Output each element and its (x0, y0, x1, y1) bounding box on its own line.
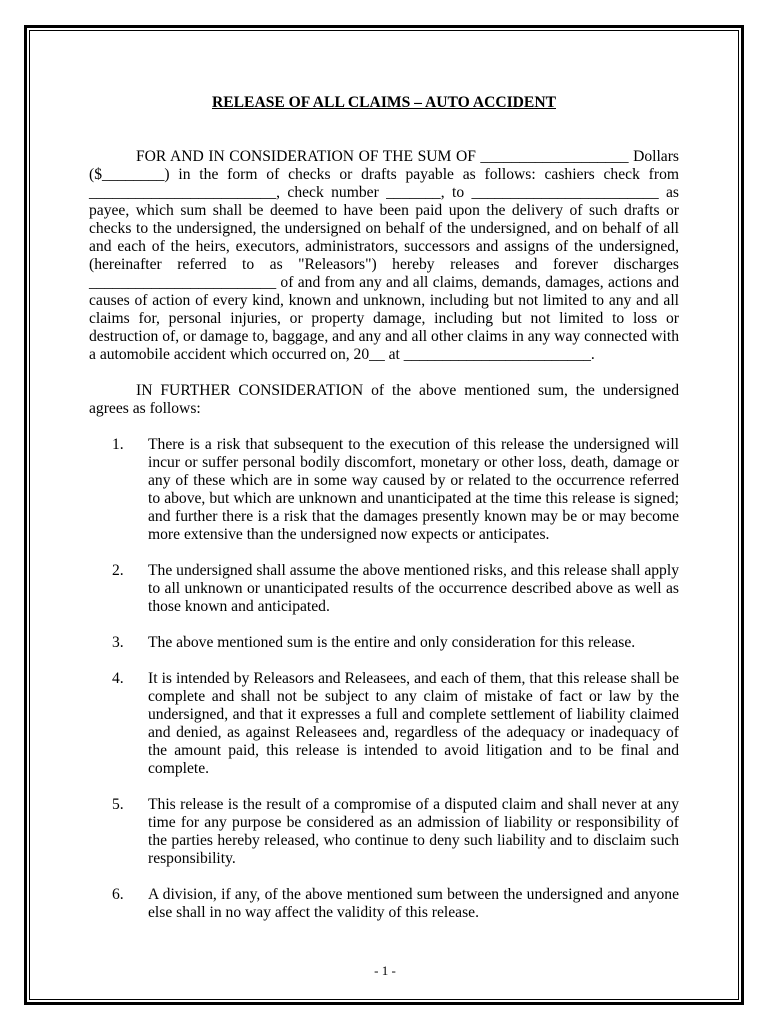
page-number: - 1 - (374, 963, 396, 978)
list-item (89, 886, 679, 922)
list-item-number: 3. (112, 634, 124, 651)
list-item-text: It is intended by Releasors and Releasees, and each of them, that this release shall be complete and shall not be subject to any claim of mistake of fact or law by the undersigned, and that it expresses a full and complete settlement of liability claimed and denied, as against Releasees and, regardless of the adequacy or inadequacy of the amount paid, this release is intended to avoid litigation and to be final and complete. (148, 670, 679, 777)
consideration-paragraph: FOR AND IN CONSIDERATION OF THE SUM OF ___________________ Dollars ($________) in the form of checks or drafts payable as follows: cashiers check from ________________________, check number _______, to ________________________ as payee, which sum shall be deemed to have been paid upon the delivery of such drafts or checks to the undersigned, the undersigned on behalf of the undersigned, and on behalf of all and each of the heirs, executors, administrators, successors and assigns of the undersigned, (hereinafter referred to as "Releasors") hereby releases and forever discharges ________________________ of and from any and all claims, demands, damages, actions and causes of action of every kind, known and unknown, including but not limited to any and all claims for, personal injuries, or property damage, including but not limited to loss or destruction of, or damage to, baggage, and any and all other claims in any way connected with a automobile accident which occurred on, 20__ at ________________________. (89, 148, 679, 363)
list-item (89, 562, 679, 616)
list-item-text: The undersigned shall assume the above mentioned risks, and this release shall apply to all unknown or unanticipated results of the occurrence described above as well as those known and anticipated. (148, 562, 679, 615)
list-item-text: This release is the result of a compromise of a disputed claim and shall never at any time for any purpose be considered as an admission of liability or responsibility of the parties hereby released, who continue to deny such liability and to disclaim such responsibility. (148, 796, 679, 867)
list-item-number: 2. (112, 562, 124, 579)
list-item-number: 6. (112, 886, 124, 903)
document-title: RELEASE OF ALL CLAIMS – AUTO ACCIDENT (211, 94, 556, 111)
list-item-text: The above mentioned sum is the entire and only consideration for this release. (148, 634, 636, 651)
list-item-number: 1. (112, 436, 124, 453)
list-item-text: A division, if any, of the above mentioned sum between the undersigned and anyone else shall in no way affect the validity of this release. (148, 886, 679, 921)
further-consideration-paragraph: IN FURTHER CONSIDERATION of the above mentioned sum, the undersigned agrees as follows: (89, 382, 679, 417)
list-item-number: 5. (112, 796, 124, 813)
list-item-number: 4. (112, 670, 124, 687)
list-item (89, 796, 679, 868)
list-item (89, 436, 679, 544)
document-body (89, 94, 679, 940)
list-item-text: There is a risk that subsequent to the execution of this release the undersigned will incur or suffer personal bodily discomfort, monetary or other loss, death, damage or any of these which are in some way caused by or related to the occurrence referred to above, but which are unknown and unanticipated at the time this release is signed; and further there is a risk that the damages presently known may be or may become more extensive than the undersigned now expects or anticipates. (148, 436, 679, 543)
release-terms-list (89, 436, 679, 922)
list-item (89, 670, 679, 778)
list-item (89, 634, 679, 652)
